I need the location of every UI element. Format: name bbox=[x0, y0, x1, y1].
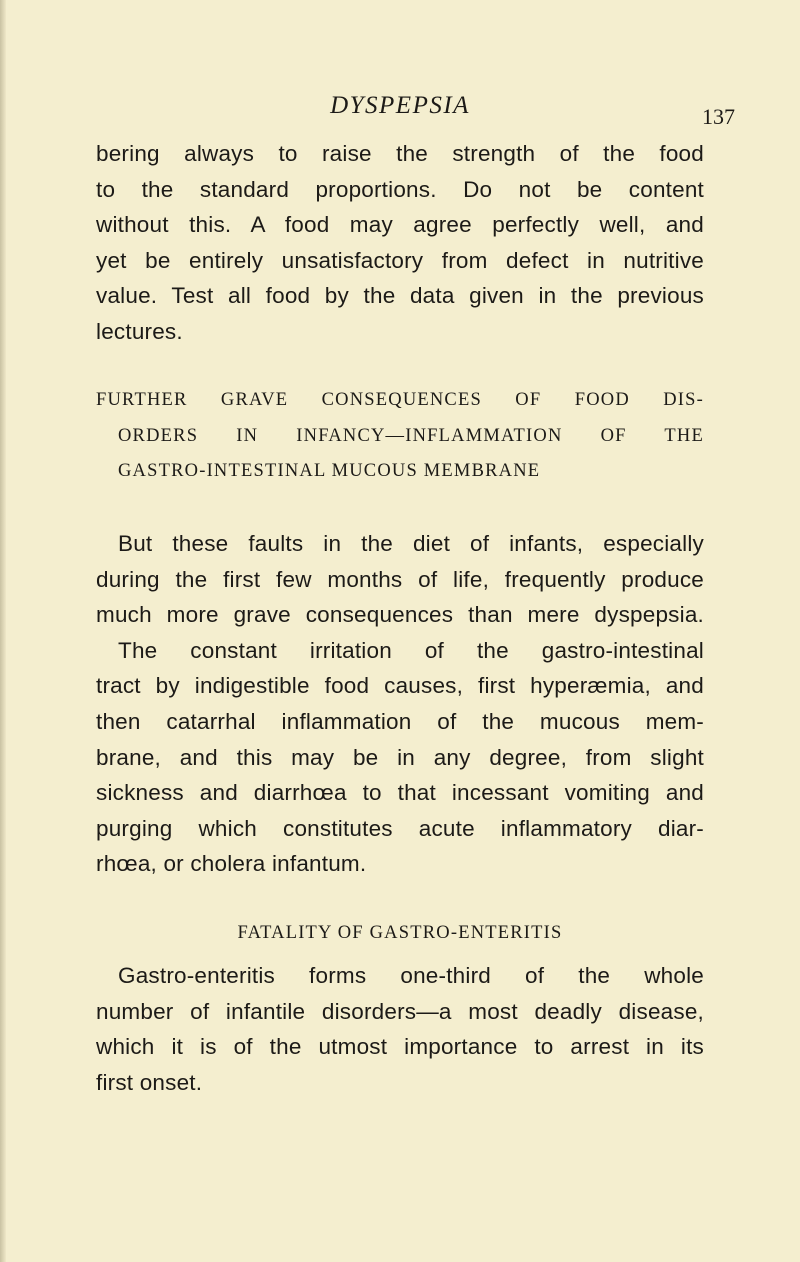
paragraph-line: to the standard proportions. Do not be content bbox=[96, 176, 704, 202]
heading-line: FATALITY OF GASTRO-ENTERITIS bbox=[237, 923, 563, 943]
paragraph-line: sickness and diarrhœa to that incessant vomiting and bbox=[96, 780, 704, 806]
paragraph-line: brane, and this may be in any degree, from slight bbox=[96, 744, 704, 770]
paragraph-line: without this. A food may agree perfectly well, and bbox=[96, 212, 704, 238]
heading-line: ORDERS IN INFANCY—INFLAMMATION OF THE bbox=[118, 425, 704, 446]
paragraph-line: lectures. bbox=[96, 318, 183, 344]
paragraph-line: first onset. bbox=[96, 1069, 203, 1095]
paragraph-line: purging which constitutes acute inflammatory diar- bbox=[96, 815, 704, 841]
paragraph-line: which it is of the utmost importance to arrest in its bbox=[96, 1034, 704, 1060]
paragraph-line: Gastro-enteritis forms one-third of the whole bbox=[118, 963, 704, 988]
page-header bbox=[0, 92, 800, 128]
paragraph-line: bering always to raise the strength of the food bbox=[96, 141, 704, 166]
paragraph-3 bbox=[96, 958, 704, 1100]
paragraph-line: The constant irritation of the gastro-intestinal bbox=[118, 637, 704, 663]
paragraph-line: number of infantile disorders—a most deadly disease, bbox=[96, 998, 704, 1024]
paragraph-line: then catarrhal inflammation of the mucous mem- bbox=[96, 708, 704, 734]
paragraph-2 bbox=[96, 526, 704, 882]
heading-line: FURTHER GRAVE CONSEQUENCES OF FOOD DIS- bbox=[96, 390, 704, 410]
paragraph-line: much more grave consequences than mere dyspepsia. bbox=[96, 602, 704, 628]
paragraph-line: But these faults in the diet of infants, especially bbox=[118, 531, 704, 556]
paragraph-line: yet be entirely unsatisfactory from defect in nutritive bbox=[96, 247, 704, 273]
page-number: 137 bbox=[702, 104, 735, 129]
paragraph-line: rhœa, or cholera infantum. bbox=[96, 851, 367, 877]
section-heading-1 bbox=[96, 383, 704, 490]
paragraph-line: value. Test all food by the data given in the previous bbox=[96, 283, 704, 309]
paragraph-line: tract by indigestible food causes, first hyperæmia, and bbox=[96, 673, 704, 699]
section-heading-2 bbox=[96, 916, 704, 952]
page-edge bbox=[0, 0, 6, 1262]
paragraph-line: during the first few months of life, frequently produce bbox=[96, 566, 704, 592]
running-head: DYSPEPSIA bbox=[330, 92, 470, 119]
paragraph-1 bbox=[96, 136, 704, 350]
heading-line: GASTRO-INTESTINAL MUCOUS MEMBRANE bbox=[118, 461, 541, 481]
